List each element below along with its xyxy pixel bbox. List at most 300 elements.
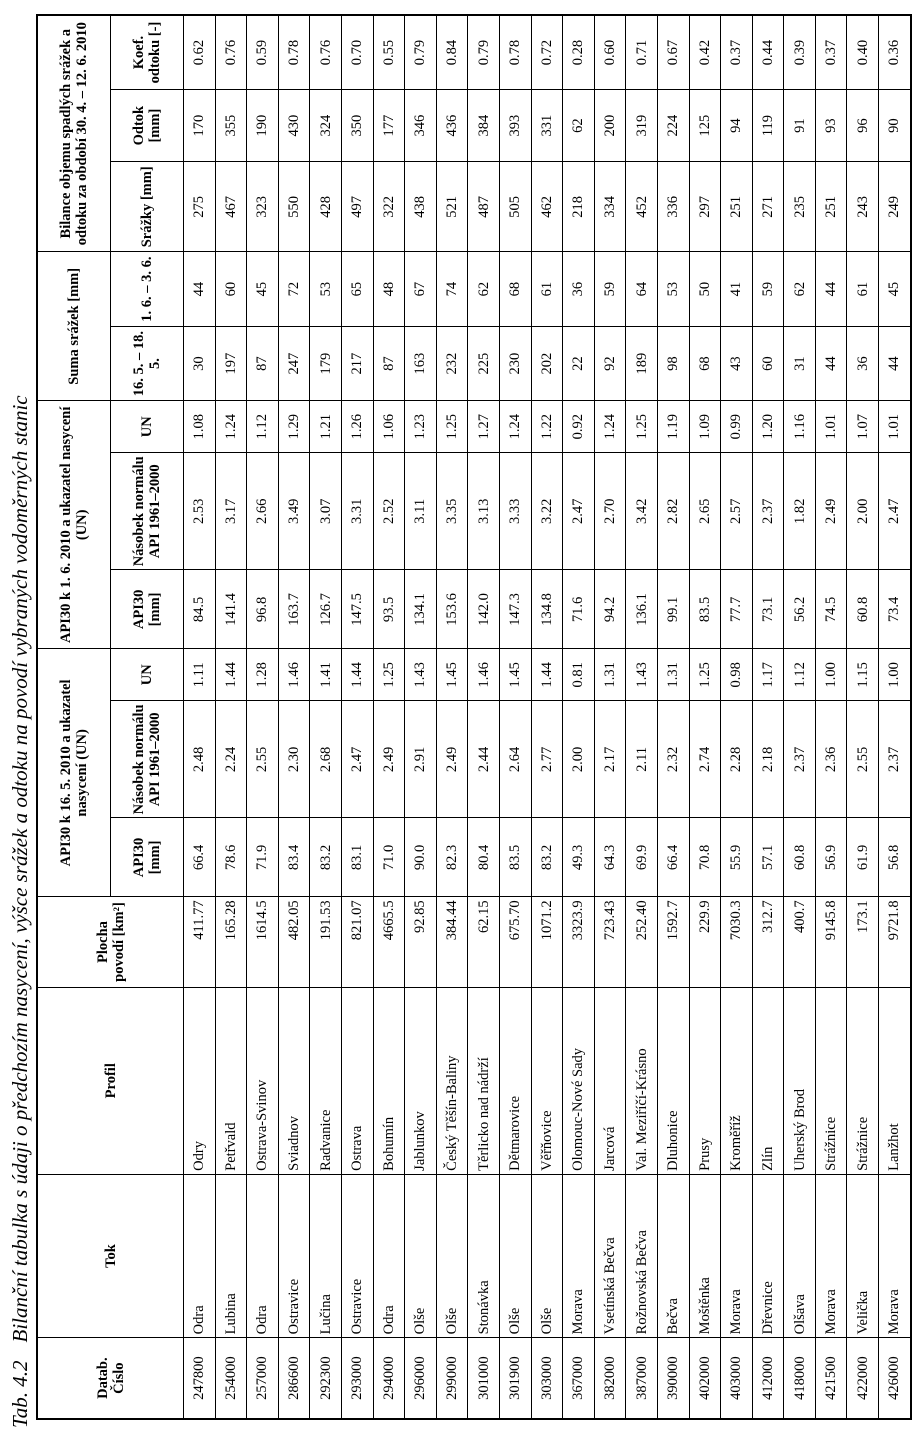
- cell-un16: 1.44: [341, 649, 373, 701]
- table-row: [752, 15, 784, 1419]
- cell-nasobek16: 2.91: [405, 701, 437, 818]
- cell-profil: Val. Meziříčí-Krásno: [626, 987, 658, 1174]
- cell-srazky: 249: [879, 162, 911, 252]
- cell-datab: 286600: [278, 1338, 310, 1419]
- cell-un16: 1.31: [594, 649, 626, 701]
- cell-api16: 57.1: [752, 818, 784, 897]
- cell-suma1: 189: [626, 326, 658, 400]
- cell-profil: Věřňovice: [531, 987, 563, 1174]
- cell-nasobek16: 2.64: [499, 701, 531, 818]
- table-row: [341, 15, 373, 1419]
- header-period-1: 16. 5. – 18. 5.: [111, 326, 184, 400]
- cell-un1: 1.24: [594, 401, 626, 453]
- cell-profil: Strážnice: [847, 987, 879, 1174]
- header-group-bilance: Bilance objemu spadlých srážek a odtoku za období 30. 4. – 12. 6. 2010: [37, 15, 111, 252]
- cell-tok: Morava: [563, 1174, 595, 1338]
- cell-tok: Vsetínská Bečva: [594, 1174, 626, 1338]
- cell-api16: 61.9: [847, 818, 879, 897]
- cell-suma2: 44: [184, 252, 216, 326]
- cell-un16: 1.00: [815, 649, 847, 701]
- cell-odtok: 355: [215, 90, 247, 162]
- cell-suma1: 225: [468, 326, 500, 400]
- cell-api16: 69.9: [626, 818, 658, 897]
- cell-api1: 56.2: [784, 570, 816, 649]
- cell-koef: 0.59: [247, 15, 279, 90]
- cell-un1: 0.92: [563, 401, 595, 453]
- cell-api16: 83.4: [278, 818, 310, 897]
- cell-nasobek1: 2.47: [879, 453, 911, 570]
- cell-un1: 1.08: [184, 401, 216, 453]
- cell-suma1: 232: [436, 326, 468, 400]
- cell-tok: Ostravice: [341, 1174, 373, 1338]
- cell-koef: 0.79: [405, 15, 437, 90]
- cell-koef: 0.76: [215, 15, 247, 90]
- table-row: [847, 15, 879, 1419]
- cell-nasobek16: 2.55: [247, 701, 279, 818]
- cell-suma2: 50: [689, 252, 721, 326]
- cell-api1: 142.0: [468, 570, 500, 649]
- cell-suma2: 64: [626, 252, 658, 326]
- cell-koef: 0.62: [184, 15, 216, 90]
- cell-odtok: 93: [815, 90, 847, 162]
- cell-plocha: 252.40: [626, 897, 658, 987]
- table-row: [310, 15, 342, 1419]
- cell-srazky: 322: [373, 162, 405, 252]
- cell-nasobek1: 2.00: [847, 453, 879, 570]
- cell-datab: 254000: [215, 1338, 247, 1419]
- cell-nasobek1: 1.82: [784, 453, 816, 570]
- cell-plocha: 675.70: [499, 897, 531, 987]
- cell-odtok: 384: [468, 90, 500, 162]
- cell-datab: 299000: [436, 1338, 468, 1419]
- cell-api1: 126.7: [310, 570, 342, 649]
- cell-srazky: 497: [341, 162, 373, 252]
- cell-nasobek1: 3.13: [468, 453, 500, 570]
- cell-un16: 1.25: [373, 649, 405, 701]
- cell-srazky: 334: [594, 162, 626, 252]
- cell-koef: 0.78: [499, 15, 531, 90]
- cell-un1: 1.25: [436, 401, 468, 453]
- cell-odtok: 436: [436, 90, 468, 162]
- cell-suma1: 98: [657, 326, 689, 400]
- cell-datab: 292300: [310, 1338, 342, 1419]
- cell-tok: Olšava: [784, 1174, 816, 1338]
- cell-datab: 247800: [184, 1338, 216, 1419]
- cell-api1: 73.1: [752, 570, 784, 649]
- cell-datab: 303000: [531, 1338, 563, 1419]
- cell-un1: 1.24: [215, 401, 247, 453]
- cell-datab: 301000: [468, 1338, 500, 1419]
- cell-api16: 56.8: [879, 818, 911, 897]
- cell-plocha: 165.28: [215, 897, 247, 987]
- cell-profil: Zlín: [752, 987, 784, 1174]
- cell-koef: 0.37: [815, 15, 847, 90]
- cell-plocha: 92.85: [405, 897, 437, 987]
- table-row: [657, 15, 689, 1419]
- cell-suma1: 36: [847, 326, 879, 400]
- cell-api1: 147.5: [341, 570, 373, 649]
- table-row: [373, 15, 405, 1419]
- cell-suma2: 60: [215, 252, 247, 326]
- cell-plocha: 3323.9: [563, 897, 595, 987]
- cell-suma2: 48: [373, 252, 405, 326]
- cell-un1: 1.25: [626, 401, 658, 453]
- cell-profil: Lanžhot: [879, 987, 911, 1174]
- cell-profil: Bohumín: [373, 987, 405, 1174]
- cell-srazky: 467: [215, 162, 247, 252]
- cell-nasobek1: 3.07: [310, 453, 342, 570]
- cell-suma1: 87: [247, 326, 279, 400]
- cell-srazky: 521: [436, 162, 468, 252]
- cell-un16: 1.17: [752, 649, 784, 701]
- cell-profil: Český Těšín-Baliny: [436, 987, 468, 1174]
- cell-srazky: 243: [847, 162, 879, 252]
- cell-profil: Olomouc-Nové Sady: [563, 987, 595, 1174]
- cell-koef: 0.79: [468, 15, 500, 90]
- cell-suma1: 43: [721, 326, 753, 400]
- cell-api1: 147.3: [499, 570, 531, 649]
- cell-plocha: 723.43: [594, 897, 626, 987]
- header-un: UN: [111, 649, 184, 701]
- cell-plocha: 312.7: [752, 897, 784, 987]
- cell-api16: 71.9: [247, 818, 279, 897]
- cell-suma1: 179: [310, 326, 342, 400]
- cell-suma1: 22: [563, 326, 595, 400]
- cell-suma1: 30: [184, 326, 216, 400]
- cell-tok: Morava: [815, 1174, 847, 1338]
- cell-profil: Ostrava: [341, 987, 373, 1174]
- cell-tok: Velička: [847, 1174, 879, 1338]
- cell-odtok: 190: [247, 90, 279, 162]
- cell-suma1: 68: [689, 326, 721, 400]
- cell-plocha: 1614.5: [247, 897, 279, 987]
- cell-suma1: 87: [373, 326, 405, 400]
- caption-label: Tab. 4.2: [8, 1360, 32, 1428]
- cell-nasobek1: 2.37: [752, 453, 784, 570]
- cell-odtok: 331: [531, 90, 563, 162]
- cell-datab: 403000: [721, 1338, 753, 1419]
- cell-un1: 1.01: [879, 401, 911, 453]
- cell-srazky: 550: [278, 162, 310, 252]
- cell-api1: 153.6: [436, 570, 468, 649]
- cell-datab: 296000: [405, 1338, 437, 1419]
- cell-profil: Těrlicko nad nádrží: [468, 987, 500, 1174]
- cell-srazky: 251: [721, 162, 753, 252]
- cell-un1: 1.09: [689, 401, 721, 453]
- cell-datab: 257000: [247, 1338, 279, 1419]
- cell-suma2: 74: [436, 252, 468, 326]
- cell-koef: 0.39: [784, 15, 816, 90]
- cell-nasobek1: 3.42: [626, 453, 658, 570]
- cell-profil: Dluhonice: [657, 987, 689, 1174]
- cell-un16: 1.28: [247, 649, 279, 701]
- balance-table: [36, 14, 912, 1420]
- cell-api16: 83.2: [310, 818, 342, 897]
- cell-tok: Olše: [499, 1174, 531, 1338]
- cell-tok: Moštěnka: [689, 1174, 721, 1338]
- cell-api16: 66.4: [184, 818, 216, 897]
- cell-un1: 1.27: [468, 401, 500, 453]
- table-body: [184, 15, 911, 1419]
- cell-nasobek16: 2.24: [215, 701, 247, 818]
- cell-plocha: 7030.3: [721, 897, 753, 987]
- cell-profil: Kroměříž: [721, 987, 753, 1174]
- cell-nasobek1: 2.49: [815, 453, 847, 570]
- cell-datab: 382000: [594, 1338, 626, 1419]
- cell-nasobek16: 2.49: [436, 701, 468, 818]
- cell-api1: 71.6: [563, 570, 595, 649]
- table-row: [247, 15, 279, 1419]
- cell-un16: 1.12: [784, 649, 816, 701]
- cell-odtok: 319: [626, 90, 658, 162]
- cell-srazky: 271: [752, 162, 784, 252]
- cell-nasobek1: 2.82: [657, 453, 689, 570]
- cell-un16: 1.46: [468, 649, 500, 701]
- cell-tok: Lubina: [215, 1174, 247, 1338]
- cell-srazky: 323: [247, 162, 279, 252]
- cell-un1: 1.16: [784, 401, 816, 453]
- cell-profil: Ostrava-Svinov: [247, 987, 279, 1174]
- cell-koef: 0.78: [278, 15, 310, 90]
- cell-plocha: 9721.8: [879, 897, 911, 987]
- cell-datab: 293000: [341, 1338, 373, 1419]
- cell-un16: 1.31: [657, 649, 689, 701]
- cell-tok: Morava: [721, 1174, 753, 1338]
- cell-suma2: 62: [468, 252, 500, 326]
- cell-tok: Olše: [436, 1174, 468, 1338]
- cell-plocha: 1071.2: [531, 897, 563, 987]
- cell-api1: 94.2: [594, 570, 626, 649]
- cell-tok: Odra: [373, 1174, 405, 1338]
- cell-profil: Dětmarovice: [499, 987, 531, 1174]
- table-row: [689, 15, 721, 1419]
- cell-plocha: 173.1: [847, 897, 879, 987]
- cell-datab: 387000: [626, 1338, 658, 1419]
- cell-api1: 73.4: [879, 570, 911, 649]
- cell-odtok: 170: [184, 90, 216, 162]
- cell-suma1: 60: [752, 326, 784, 400]
- table-row: [531, 15, 563, 1419]
- cell-nasobek1: 3.31: [341, 453, 373, 570]
- header-group-api16: API30 k 16. 5. 2010 a ukazatel nasycení (UN): [37, 649, 111, 897]
- cell-srazky: 251: [815, 162, 847, 252]
- header-un: UN: [111, 401, 184, 453]
- cell-api1: 60.8: [847, 570, 879, 649]
- cell-un16: 1.00: [879, 649, 911, 701]
- cell-plocha: 9145.8: [815, 897, 847, 987]
- cell-tok: Bečva: [657, 1174, 689, 1338]
- cell-suma1: 202: [531, 326, 563, 400]
- table-row: [499, 15, 531, 1419]
- cell-api16: 60.8: [784, 818, 816, 897]
- header-datab: Datab. Číslo: [37, 1338, 184, 1419]
- cell-nasobek1: 3.35: [436, 453, 468, 570]
- cell-un16: 1.45: [436, 649, 468, 701]
- cell-datab: 418000: [784, 1338, 816, 1419]
- cell-suma2: 45: [879, 252, 911, 326]
- cell-suma2: 68: [499, 252, 531, 326]
- cell-api1: 134.1: [405, 570, 437, 649]
- cell-suma1: 217: [341, 326, 373, 400]
- cell-odtok: 96: [847, 90, 879, 162]
- cell-odtok: 177: [373, 90, 405, 162]
- cell-profil: Sviadnov: [278, 987, 310, 1174]
- cell-api16: 83.1: [341, 818, 373, 897]
- cell-koef: 0.42: [689, 15, 721, 90]
- cell-odtok: 94: [721, 90, 753, 162]
- cell-datab: 412000: [752, 1338, 784, 1419]
- cell-un1: 1.12: [247, 401, 279, 453]
- cell-odtok: 125: [689, 90, 721, 162]
- cell-nasobek1: 2.47: [563, 453, 595, 570]
- cell-tok: Dřevnice: [752, 1174, 784, 1338]
- header-nasobek: Násobek normálu API 1961–2000: [111, 453, 184, 570]
- cell-odtok: 346: [405, 90, 437, 162]
- table-row: [594, 15, 626, 1419]
- cell-nasobek16: 2.55: [847, 701, 879, 818]
- cell-plocha: 411.77: [184, 897, 216, 987]
- cell-srazky: 487: [468, 162, 500, 252]
- cell-un1: 1.20: [752, 401, 784, 453]
- header-koef: Koef. odtoku [-]: [111, 15, 184, 90]
- table-row: [721, 15, 753, 1419]
- table-row: [626, 15, 658, 1419]
- cell-profil: Strážnice: [815, 987, 847, 1174]
- cell-api16: 83.5: [499, 818, 531, 897]
- cell-suma1: 31: [784, 326, 816, 400]
- header-profil: Profil: [37, 987, 184, 1174]
- cell-api16: 66.4: [657, 818, 689, 897]
- cell-suma2: 67: [405, 252, 437, 326]
- cell-odtok: 62: [563, 90, 595, 162]
- cell-datab: 426000: [879, 1338, 911, 1419]
- cell-koef: 0.28: [563, 15, 595, 90]
- cell-api16: 70.8: [689, 818, 721, 897]
- cell-datab: 301900: [499, 1338, 531, 1419]
- cell-odtok: 324: [310, 90, 342, 162]
- cell-api1: 136.1: [626, 570, 658, 649]
- cell-un1: 1.29: [278, 401, 310, 453]
- cell-un16: 1.41: [310, 649, 342, 701]
- cell-suma1: 197: [215, 326, 247, 400]
- cell-un1: 1.23: [405, 401, 437, 453]
- cell-profil: Uherský Brod: [784, 987, 816, 1174]
- cell-suma2: 59: [594, 252, 626, 326]
- cell-suma2: 61: [847, 252, 879, 326]
- header-srazky: Srážky [mm]: [111, 162, 184, 252]
- cell-nasobek16: 2.28: [721, 701, 753, 818]
- table-row: [436, 15, 468, 1419]
- cell-suma1: 163: [405, 326, 437, 400]
- cell-api1: 141.4: [215, 570, 247, 649]
- cell-srazky: 336: [657, 162, 689, 252]
- cell-srazky: 275: [184, 162, 216, 252]
- cell-nasobek16: 2.36: [815, 701, 847, 818]
- cell-api1: 93.5: [373, 570, 405, 649]
- cell-suma1: 247: [278, 326, 310, 400]
- cell-suma2: 59: [752, 252, 784, 326]
- cell-un16: 1.15: [847, 649, 879, 701]
- cell-plocha: 62.15: [468, 897, 500, 987]
- cell-odtok: 119: [752, 90, 784, 162]
- table-row: [405, 15, 437, 1419]
- cell-tok: Odra: [184, 1174, 216, 1338]
- cell-srazky: 438: [405, 162, 437, 252]
- cell-plocha: 482.05: [278, 897, 310, 987]
- cell-nasobek16: 2.32: [657, 701, 689, 818]
- header-group-api1: API30 k 1. 6. 2010 a ukazatel nasycení (UN): [37, 401, 111, 649]
- cell-nasobek1: 2.70: [594, 453, 626, 570]
- cell-plocha: 4665.5: [373, 897, 405, 987]
- cell-srazky: 462: [531, 162, 563, 252]
- cell-api1: 83.5: [689, 570, 721, 649]
- cell-api16: 49.3: [563, 818, 595, 897]
- cell-nasobek16: 2.47: [341, 701, 373, 818]
- header-odtok: Odtok [mm]: [111, 90, 184, 162]
- cell-api16: 78.6: [215, 818, 247, 897]
- cell-tok: Ostravice: [278, 1174, 310, 1338]
- cell-un16: 1.44: [215, 649, 247, 701]
- cell-un16: 1.43: [626, 649, 658, 701]
- cell-suma2: 62: [784, 252, 816, 326]
- cell-nasobek1: 2.53: [184, 453, 216, 570]
- cell-api1: 99.1: [657, 570, 689, 649]
- cell-suma2: 53: [310, 252, 342, 326]
- cell-koef: 0.37: [721, 15, 753, 90]
- table-row: [784, 15, 816, 1419]
- table-row: [184, 15, 216, 1419]
- header-api-mm: API30 [mm]: [111, 570, 184, 649]
- table-row: [278, 15, 310, 1419]
- cell-koef: 0.55: [373, 15, 405, 90]
- cell-koef: 0.72: [531, 15, 563, 90]
- cell-datab: 294000: [373, 1338, 405, 1419]
- cell-suma1: 230: [499, 326, 531, 400]
- cell-suma2: 45: [247, 252, 279, 326]
- cell-nasobek1: 3.11: [405, 453, 437, 570]
- cell-un16: 0.98: [721, 649, 753, 701]
- cell-api16: 83.2: [531, 818, 563, 897]
- table-caption: [6, 8, 34, 1428]
- header-tok: Tok: [37, 1174, 184, 1338]
- cell-nasobek16: 2.48: [184, 701, 216, 818]
- cell-datab: 367000: [563, 1338, 595, 1419]
- cell-profil: Jarcová: [594, 987, 626, 1174]
- header-period-2: 1. 6. – 3. 6.: [111, 252, 184, 326]
- cell-un16: 1.44: [531, 649, 563, 701]
- cell-datab: 390000: [657, 1338, 689, 1419]
- cell-profil: Petřvald: [215, 987, 247, 1174]
- cell-koef: 0.71: [626, 15, 658, 90]
- cell-un1: 1.19: [657, 401, 689, 453]
- cell-profil: Prusy: [689, 987, 721, 1174]
- header-api-mm: API30 [mm]: [111, 818, 184, 897]
- cell-api1: 74.5: [815, 570, 847, 649]
- cell-un16: 1.25: [689, 649, 721, 701]
- cell-datab: 422000: [847, 1338, 879, 1419]
- cell-nasobek16: 2.18: [752, 701, 784, 818]
- cell-suma2: 72: [278, 252, 310, 326]
- cell-un16: 1.11: [184, 649, 216, 701]
- cell-plocha: 1592.7: [657, 897, 689, 987]
- cell-suma1: 44: [815, 326, 847, 400]
- cell-api1: 134.8: [531, 570, 563, 649]
- cell-tok: Lučina: [310, 1174, 342, 1338]
- cell-datab: 421500: [815, 1338, 847, 1419]
- caption-text: Bilanční tabulka s údaji o předchozím nasycení, výšce srážek a odtoku na povodí vybraných vodoměrných stanic: [8, 395, 32, 1343]
- cell-nasobek1: 2.57: [721, 453, 753, 570]
- cell-nasobek16: 2.68: [310, 701, 342, 818]
